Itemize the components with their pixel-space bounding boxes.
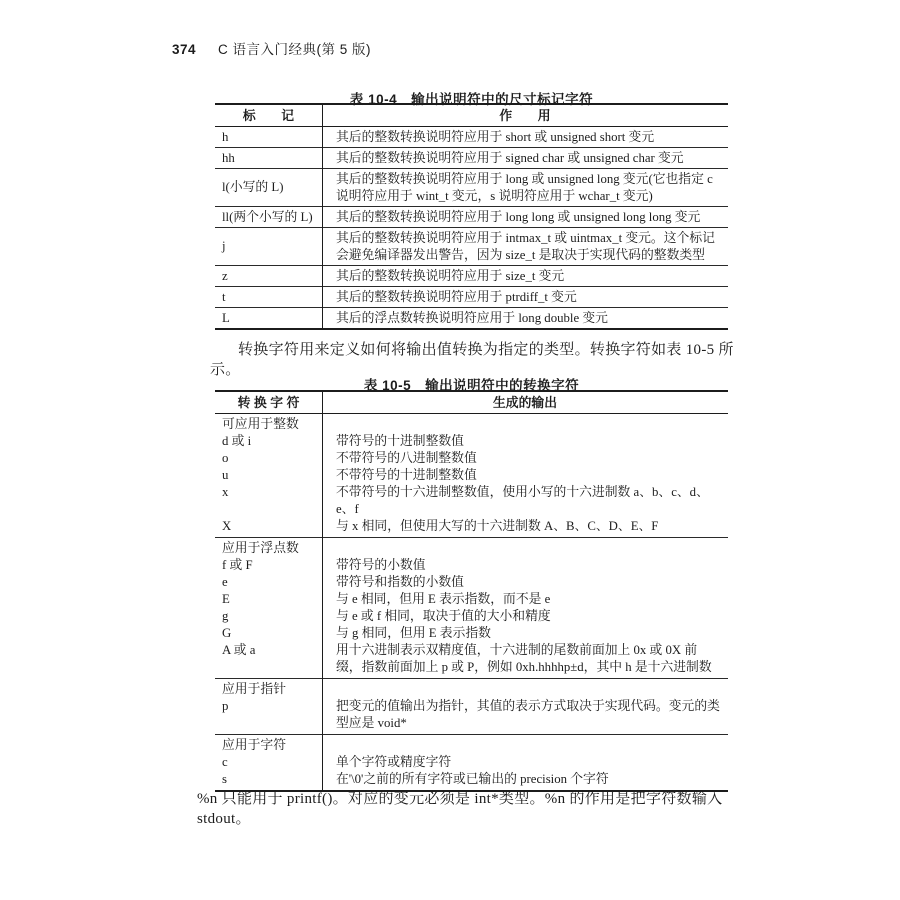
conversion-char-cell: o (222, 451, 229, 465)
table-row (215, 286, 728, 307)
output-desc-cell: 不带符号的十六进制整数值，使用小写的十六进制数 a、b、c、d、e、f (336, 485, 709, 516)
conversion-char-cell: G (222, 626, 232, 640)
section-heading-row (215, 416, 728, 433)
section-heading: 应用于字符 (222, 738, 286, 752)
table-row (215, 608, 728, 625)
header-output-column: 生成的输出 (493, 395, 557, 410)
table-row (215, 127, 728, 147)
flag-cell: ll(两个小写的 L) (222, 209, 313, 224)
output-desc-cell: 带符号和指数的小数值 (336, 575, 464, 589)
column-divider (322, 392, 323, 790)
table-10-5-title: 表 10-5 输出说明符中的转换字符 (363, 378, 580, 393)
output-desc-cell: 与 e 相同，但用 E 表示指数，而不是 e (336, 592, 551, 606)
header-flag-column: 标 记 (242, 108, 295, 123)
output-desc-cell: 与 e 或 f 相同，取决于值的大小和精度 (336, 609, 551, 623)
table-row (215, 771, 728, 788)
table-10-4-body (215, 127, 728, 328)
purpose-cell: 其后的整数转换说明符应用于 intmax_t 或 uintmax_t 变元。这个标记会避免编译器发出警告，因为 size_t 是取决于实现代码的整数类型 (336, 230, 715, 262)
conversion-char-cell: u (222, 468, 229, 482)
header-purpose-column: 作 用 (499, 108, 551, 123)
section-heading-row (215, 737, 728, 754)
section-heading: 应用于浮点数 (222, 541, 299, 555)
table-row (215, 625, 728, 642)
conversion-char-cell: e (222, 575, 228, 589)
running-header (172, 38, 371, 58)
conversion-char-cell: A 或 a (222, 643, 256, 657)
section-heading-row (215, 540, 728, 557)
flag-cell: hh (222, 150, 235, 165)
flag-cell: l(小写的 L) (222, 180, 284, 194)
table-row (215, 227, 728, 265)
table-10-4-header-row (215, 105, 728, 127)
purpose-cell: 其后的整数转换说明符应用于 signed char 或 unsigned char 变元 (336, 150, 684, 165)
book-title: C 语言入门经典(第 5 版) (218, 42, 372, 57)
output-desc-cell: 与 g 相同，但用 E 表示指数 (336, 626, 491, 640)
conversion-char-cell: g (222, 609, 229, 623)
output-desc-cell: 不带符号的十进制整数值 (336, 468, 477, 482)
output-desc-cell: 用十六进制表示双精度值，十六进制的尾数前面加上 0x 或 0X 前缀，指数前面加上 p 或 P，例如 0xh.hhhhp±d，其中 h 是十六进制数 (336, 643, 712, 674)
flag-cell: j (222, 239, 226, 253)
purpose-cell: 其后的整数转换说明符应用于 long 或 unsigned long 变元(它也指定 c 说明符应用于 wint_t 变元，s 说明符应用于 wchar_t 变元) (336, 171, 713, 203)
table-10-4-title: 表 10-4 输出说明符中的尺寸标记字符 (349, 92, 594, 107)
output-desc-cell: 把变元的值输出为指针，其值的表示方式取决于实现代码。变元的类型应是 void* (336, 699, 720, 730)
table-section (215, 734, 728, 790)
table-section (215, 678, 728, 734)
table-row (215, 467, 728, 484)
table-section (215, 537, 728, 678)
purpose-cell: 其后的浮点数转换说明符应用于 long double 变元 (336, 310, 608, 325)
output-desc-cell: 在'\0'之前的所有字符或已输出的 precision 个字符 (336, 772, 609, 786)
table-row (215, 307, 728, 328)
output-desc-cell: 带符号的小数值 (336, 558, 426, 572)
table-row (215, 433, 728, 450)
conversion-char-cell: X (222, 519, 232, 533)
section-heading: 应用于指针 (222, 682, 286, 696)
table-10-5-header-row (215, 392, 728, 414)
table-section (215, 414, 728, 537)
output-desc-cell: 与 x 相同，但使用大写的十六进制数 A、B、C、D、E、F (336, 519, 659, 533)
paragraph-percent-n-note: %n 只能用于 printf()。对应的变元必须是 int*类型。%n 的作用是把字符数输入 stdout。 (197, 791, 723, 827)
header-conversion-char-column: 转 换 字 符 (237, 395, 300, 410)
section-heading: 可应用于整数 (222, 417, 299, 431)
table-row (215, 518, 728, 535)
conversion-char-cell: f 或 F (222, 558, 253, 572)
table-row (215, 591, 728, 608)
conversion-char-cell: x (222, 485, 229, 499)
table-row (215, 484, 728, 518)
purpose-cell: 其后的整数转换说明符应用于 ptrdiff_t 变元 (336, 289, 577, 304)
table-row (215, 557, 728, 574)
table-10-4 (215, 103, 728, 330)
table-10-5 (215, 390, 728, 792)
output-desc-cell: 带符号的十进制整数值 (336, 434, 464, 448)
conversion-char-cell: E (222, 592, 230, 606)
paragraph-conversion-intro: 转换字符用来定义如何将输出值转换为指定的类型。转换字符如表 10-5 所示。 (210, 342, 734, 378)
conversion-char-cell: s (222, 772, 227, 786)
flag-cell: h (222, 129, 229, 144)
table-10-5-body (215, 414, 728, 790)
section-heading-row (215, 681, 728, 698)
page-number: 374 (172, 42, 197, 57)
purpose-cell: 其后的整数转换说明符应用于 short 或 unsigned short 变元 (336, 129, 655, 144)
conversion-char-cell: c (222, 755, 228, 769)
table-row (215, 698, 728, 732)
table-row (215, 265, 728, 286)
table-row (215, 754, 728, 771)
table-row (215, 206, 728, 227)
output-desc-cell: 不带符号的八进制整数值 (336, 451, 477, 465)
flag-cell: z (222, 268, 228, 283)
table-row (215, 147, 728, 168)
conversion-char-cell: d 或 i (222, 434, 252, 448)
output-desc-cell: 单个字符或精度字符 (336, 755, 452, 769)
table-row (215, 642, 728, 676)
table-row (215, 450, 728, 467)
table-row (215, 168, 728, 206)
conversion-char-cell: p (222, 699, 229, 713)
column-divider (322, 105, 323, 328)
flag-cell: t (222, 289, 226, 304)
flag-cell: L (222, 310, 230, 325)
table-row (215, 574, 728, 591)
purpose-cell: 其后的整数转换说明符应用于 long long 或 unsigned long long 变元 (336, 209, 701, 224)
purpose-cell: 其后的整数转换说明符应用于 size_t 变元 (336, 268, 565, 283)
